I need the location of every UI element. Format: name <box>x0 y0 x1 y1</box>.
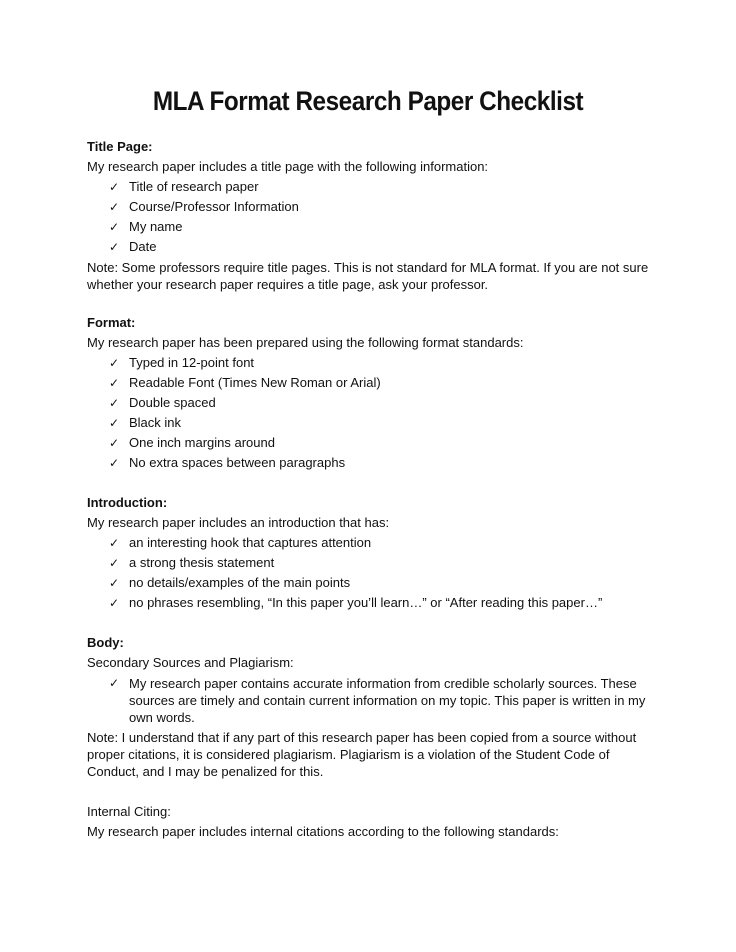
checkmark-icon: ✓ <box>109 596 120 610</box>
checklist-item <box>87 237 657 257</box>
checklist-item-label: a strong thesis statement <box>129 555 275 570</box>
checklist-item-label: No extra spaces between paragraphs <box>129 455 346 470</box>
checklist <box>87 353 657 473</box>
checklist-item <box>87 593 657 613</box>
checklist-item <box>87 353 657 373</box>
checkmark-icon: ✓ <box>109 416 120 430</box>
checklist-item-label: My research paper contains accurate information from credible scholarly sources. These sources are timely and contain current information on my topic. This paper is written in my own words. <box>129 676 646 725</box>
checklist-item-label: Date <box>129 239 157 254</box>
checkmark-icon: ✓ <box>109 200 120 214</box>
checkmark-icon: ✓ <box>109 356 120 370</box>
section-format <box>87 313 657 473</box>
checkmark-icon: ✓ <box>109 556 120 570</box>
subsection-heading: Secondary Sources and Plagiarism: <box>87 655 294 670</box>
checklist-item-label: My name <box>129 219 183 234</box>
checkmark-icon: ✓ <box>109 576 120 590</box>
checklist <box>87 177 657 257</box>
checklist-item <box>87 453 657 473</box>
checklist-item-label: Typed in 12-point font <box>129 355 255 370</box>
section-note: Note: I understand that if any part of this research paper has been copied from a source without proper citations, it is considered plagiarism. Plagiarism is a violation of the Student Code of Conduct, and I may be penalized for this. <box>87 730 637 779</box>
checkmark-icon: ✓ <box>109 376 120 390</box>
section-heading: Introduction: <box>87 495 168 510</box>
checklist <box>87 673 657 727</box>
section-intro: My research paper has been prepared using the following format standards: <box>87 335 524 350</box>
section-intro: My research paper includes internal citations according to the following standards: <box>87 824 559 839</box>
checklist-item <box>87 413 657 433</box>
checkmark-icon: ✓ <box>109 536 120 550</box>
checklist-item-label: an interesting hook that captures attention <box>129 535 372 550</box>
section-intro: My research paper includes an introduction that has: <box>87 515 390 530</box>
checklist <box>87 533 657 613</box>
checkmark-icon: ✓ <box>109 436 120 450</box>
subsection-heading: Internal Citing: <box>87 804 171 819</box>
section-heading: Format: <box>87 315 136 330</box>
checklist-item <box>87 673 657 727</box>
section-title-page <box>87 137 657 293</box>
section-note: Note: Some professors require title pages. This is not standard for MLA format. If you are not sure whether your research paper requires a title page, ask your professor. <box>87 260 649 292</box>
checkmark-icon: ✓ <box>109 676 120 690</box>
checklist-item <box>87 197 657 217</box>
checkmark-icon: ✓ <box>109 396 120 410</box>
checklist-item <box>87 177 657 197</box>
checklist-item-label: Black ink <box>129 415 182 430</box>
section-introduction <box>87 493 657 613</box>
checklist-item <box>87 217 657 237</box>
checklist-item <box>87 553 657 573</box>
checklist-item <box>87 393 657 413</box>
section-heading: Title Page: <box>87 139 153 154</box>
checklist-item <box>87 573 657 593</box>
checkmark-icon: ✓ <box>109 180 120 194</box>
checklist-item-label: no phrases resembling, “In this paper you’ll learn…” or “After reading this paper…” <box>129 595 603 610</box>
checklist-item <box>87 433 657 453</box>
checklist-item-label: Readable Font (Times New Roman or Arial) <box>129 375 381 390</box>
checklist-item-label: Double spaced <box>129 395 216 410</box>
checklist-item-label: One inch margins around <box>129 435 275 450</box>
checklist-content <box>87 137 657 862</box>
section-body <box>87 633 657 842</box>
checkmark-icon: ✓ <box>109 220 120 234</box>
checkmark-icon: ✓ <box>109 240 120 254</box>
section-intro: My research paper includes a title page with the following information: <box>87 159 489 174</box>
checklist-item-label: Title of research paper <box>129 179 259 194</box>
checklist-item <box>87 373 657 393</box>
checklist-item-label: Course/Professor Information <box>129 199 299 214</box>
page-title: MLA Format Research Paper Checklist <box>152 86 584 116</box>
checkmark-icon: ✓ <box>109 456 120 470</box>
section-heading: Body: <box>87 635 124 650</box>
checklist-item <box>87 533 657 553</box>
checklist-item-label: no details/examples of the main points <box>129 575 351 590</box>
